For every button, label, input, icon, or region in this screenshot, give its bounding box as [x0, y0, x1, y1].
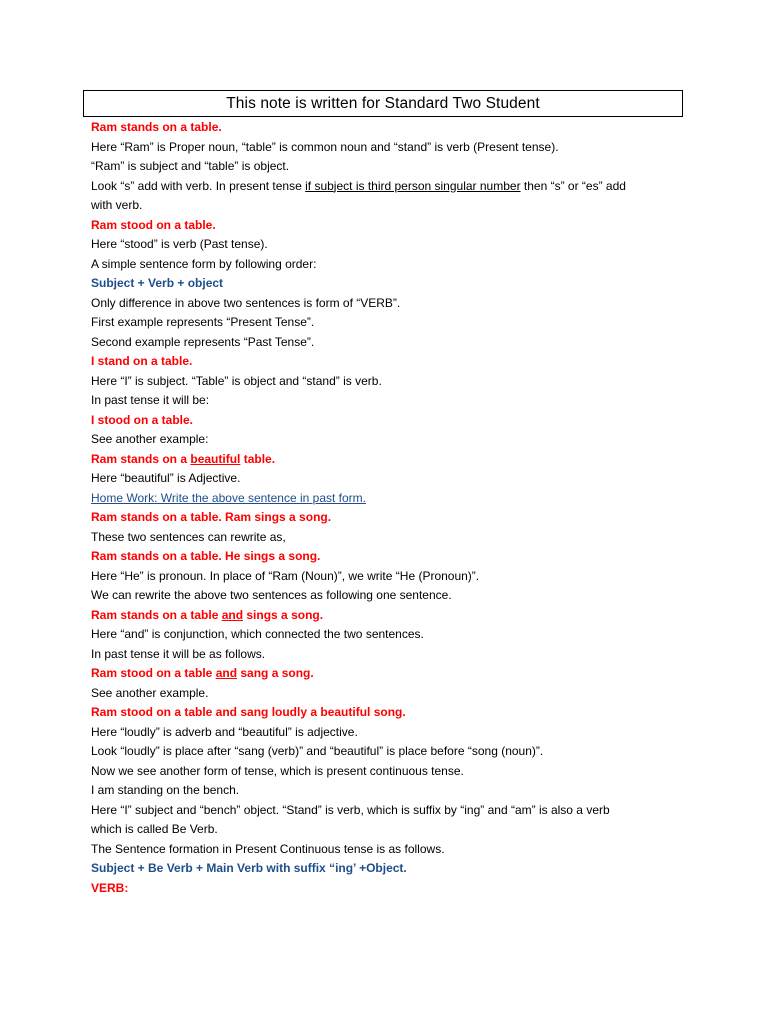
explanation-line: Here “I” subject and “bench” object. “Stand” is verb, which is suffix by “ing” and “am” is also a verb	[91, 802, 610, 817]
explanation-line: First example represents “Present Tense”.	[91, 315, 315, 329]
explanation-line: Here “loudly” is adverb and “beautiful” is adjective.	[91, 724, 358, 739]
example-sentence: I stood on a table.	[91, 412, 194, 427]
explanation-line: Look “loudly” is place after “sang (verb)” and “beautiful” is place before “song (noun)”.	[91, 744, 544, 758]
explanation-line: The Sentence formation in Present Continuous tense is as follows.	[91, 841, 445, 856]
example-sentence: I stand on a table.	[91, 354, 193, 368]
explanation-line: A simple sentence form by following order:	[91, 256, 317, 271]
explanation-line: I am standing on the bench.	[91, 783, 240, 797]
example-sentence: Ram stands on a table.	[91, 120, 222, 134]
note-body	[91, 118, 681, 898]
underlined-word: beautiful	[190, 451, 241, 466]
formula-line: Subject + Be Verb + Main Verb with suffix “ing’ +Object.	[91, 861, 407, 875]
text-run: sang a song.	[237, 666, 314, 680]
example-sentence: Ram stands on a table. He sings a song.	[91, 549, 321, 563]
explanation-line: In past tense it will be:	[91, 393, 210, 407]
explanation-line: In past tense it will be as follows.	[91, 646, 266, 661]
underlined-phrase: if subject is third person singular number	[305, 178, 521, 193]
page-title	[83, 90, 683, 117]
explanation-line: with verb.	[91, 198, 143, 212]
explanation-line: See another example:	[91, 432, 209, 446]
example-sentence	[91, 664, 681, 684]
example-sentence	[91, 606, 681, 626]
explanation-line: Here “Ram” is Proper noun, “table” is common noun and “stand” is verb (Present tense).	[91, 139, 559, 154]
explanation-line: Here “and” is conjunction, which connected the two sentences.	[91, 627, 424, 641]
example-sentence: Ram stands on a table. Ram sings a song.	[91, 510, 332, 524]
explanation-line: We can rewrite the above two sentences as following one sentence.	[91, 588, 452, 602]
example-sentence: Ram stood on a table.	[91, 217, 216, 232]
explanation-line: Only difference in above two sentences is form of “VERB”.	[91, 295, 401, 310]
explanation-line: Second example represents “Past Tense”.	[91, 334, 315, 349]
explanation-line: Here “stood” is verb (Past tense).	[91, 237, 268, 251]
title-text: This note is written for Standard Two Student	[226, 94, 540, 112]
text-run: Ram stands on a	[91, 451, 191, 466]
formula-line: Subject + Verb + object	[91, 276, 224, 290]
underlined-word: and	[221, 607, 244, 622]
explanation-line: which is called Be Verb.	[91, 822, 218, 836]
text-run: table.	[240, 451, 276, 466]
text-run: then “s” or “es” add	[520, 178, 626, 193]
explanation-line: “Ram” is subject and “table” is object.	[91, 159, 290, 173]
explanation-line: Here “beautiful” is Adjective.	[91, 471, 241, 485]
example-sentence	[91, 450, 681, 470]
explanation-line	[91, 177, 681, 197]
example-sentence: Ram stood on a table and sang loudly a beautiful song.	[91, 705, 406, 719]
text-run: Ram stood on a table	[91, 666, 216, 680]
text-run: Ram stands on a table	[91, 607, 222, 622]
explanation-line: See another example.	[91, 685, 209, 700]
explanation-line: These two sentences can rewrite as,	[91, 529, 286, 544]
section-heading: VERB:	[91, 880, 129, 895]
homework-line: Home Work: Write the above sentence in past form.	[91, 490, 367, 505]
explanation-line: Here “He” is pronoun. In place of “Ram (Noun)”, we write “He (Pronoun)”.	[91, 568, 480, 583]
explanation-line: Now we see another form of tense, which is present continuous tense.	[91, 763, 464, 778]
text-run: sings a song.	[243, 607, 324, 622]
underlined-word: and	[215, 666, 238, 680]
explanation-line: Here “I” is subject. “Table” is object and “stand” is verb.	[91, 373, 382, 388]
text-run: Look “s” add with verb. In present tense	[91, 178, 306, 193]
